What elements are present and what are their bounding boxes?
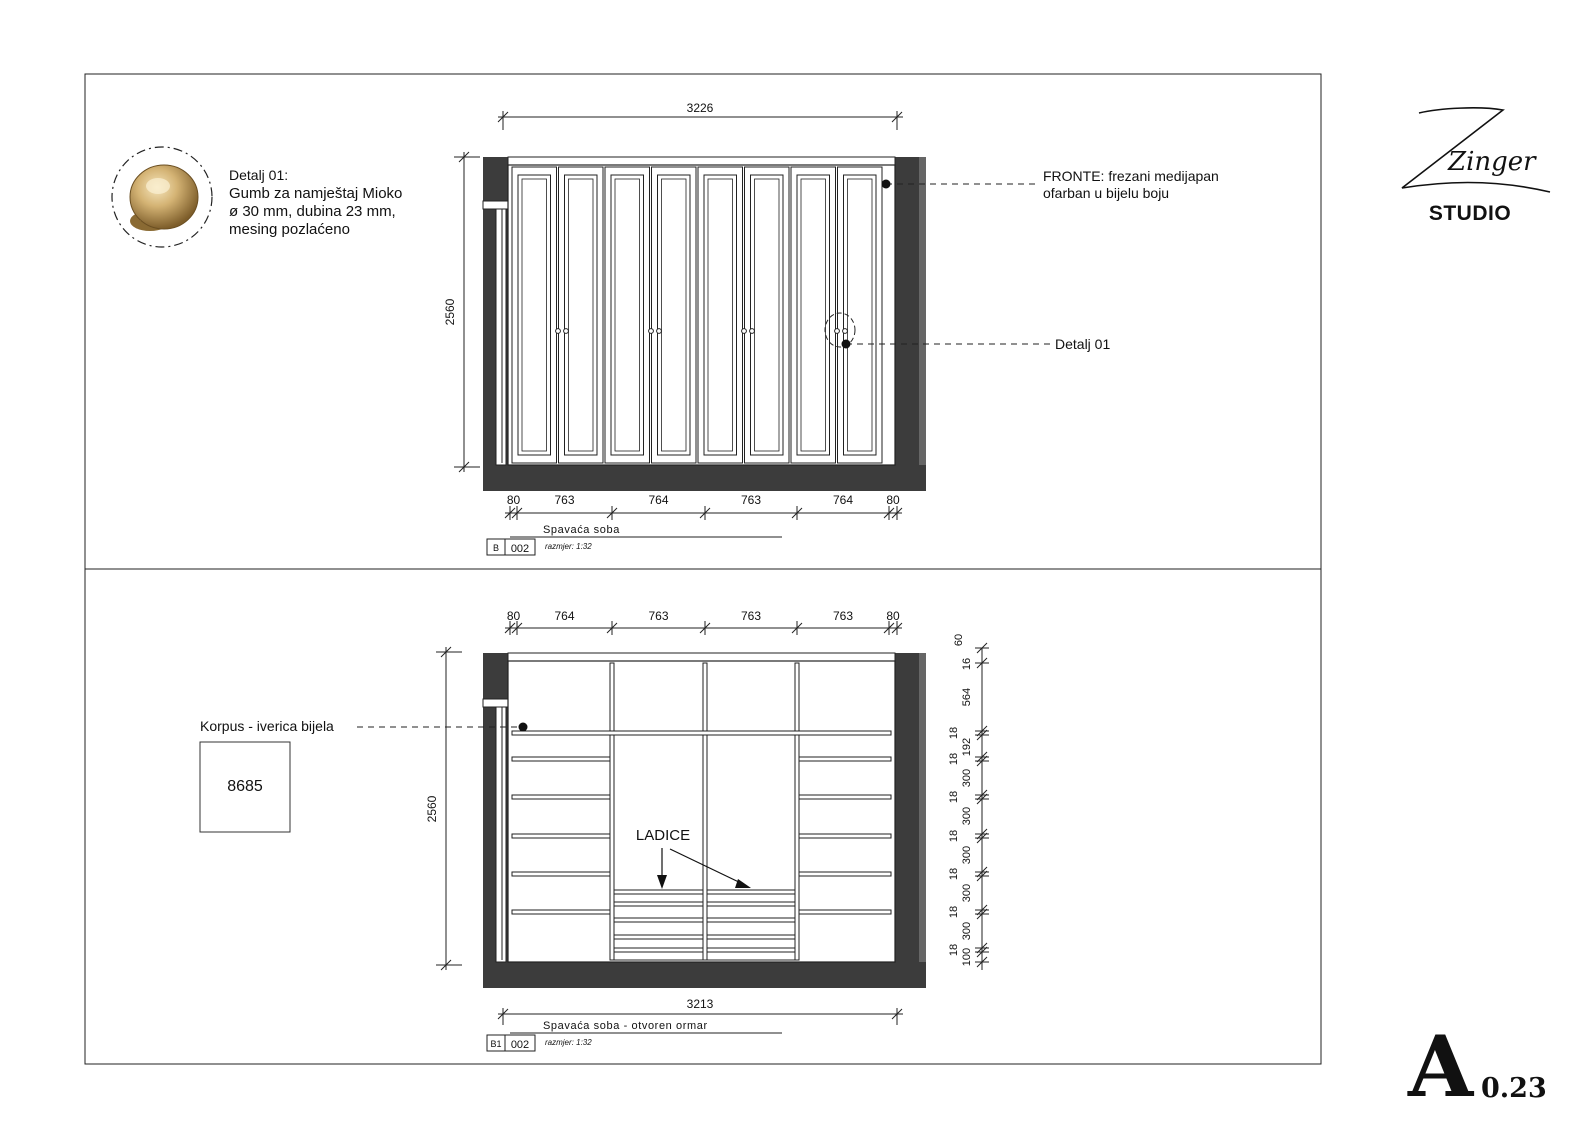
top-view-tag-letter: B xyxy=(492,543,500,553)
fronte-marker xyxy=(882,180,891,189)
closed-wardrobe-elevation xyxy=(483,157,926,491)
bottom-height-dimension xyxy=(436,647,462,970)
dimension-value: 192 xyxy=(961,737,973,757)
divider-panel xyxy=(703,663,707,960)
top-overall-width: 3226 xyxy=(686,101,714,115)
drawer-line xyxy=(707,918,795,922)
detail-title: Detalj 01: xyxy=(229,167,289,183)
divider-panel xyxy=(795,663,799,960)
drawer-line xyxy=(707,902,795,906)
sheet-number: 0.23 xyxy=(1481,1073,1547,1104)
open-wardrobe-elevation xyxy=(483,653,926,988)
shelf xyxy=(799,872,891,876)
knob-icon xyxy=(742,329,747,334)
drawer-line xyxy=(614,948,703,952)
bottom-view-tag-letter: B1 xyxy=(490,1039,502,1049)
bottom-right-dimension-chain xyxy=(948,634,989,970)
dimension-value: 763 xyxy=(554,493,575,507)
shelf xyxy=(799,910,891,914)
top-bottom-dimension-chain xyxy=(505,493,902,520)
dimension-value: 763 xyxy=(832,609,854,623)
knob-icon xyxy=(657,329,662,334)
shelf xyxy=(512,872,610,876)
divider-panel xyxy=(610,663,614,960)
dimension-value: 16 xyxy=(961,657,973,671)
shelf xyxy=(512,757,610,761)
dimension-value: 300 xyxy=(961,845,973,865)
dimension-value: 80 xyxy=(886,609,900,623)
door-panel xyxy=(698,167,743,463)
dimension-value: 763 xyxy=(740,493,762,507)
dimension-value: 564 xyxy=(961,687,973,707)
bottom-view-title: Spavaća soba - otvoren ormar xyxy=(543,1020,708,1032)
dimension-value: 763 xyxy=(648,609,669,623)
detail-line-3: mesing pozlaćeno xyxy=(229,221,350,238)
korpus-marker xyxy=(519,723,528,732)
top-view-title: Spavaća soba xyxy=(543,524,620,536)
dimension-value: 763 xyxy=(740,609,762,623)
bottom-height: 2560 xyxy=(425,795,439,823)
drawer-line xyxy=(707,935,795,939)
dimension-value: 18 xyxy=(948,726,960,740)
dimension-value: 18 xyxy=(948,790,960,804)
dimension-value: 300 xyxy=(961,768,973,788)
dimension-value: 80 xyxy=(886,493,900,507)
detail-line-2: ø 30 mm, dubina 23 mm, xyxy=(229,203,396,220)
dimension-value: 18 xyxy=(948,867,960,881)
drawer-line xyxy=(707,948,795,952)
drawer-line xyxy=(614,935,703,939)
shelf xyxy=(512,795,610,799)
korpus-label: Korpus - iverica bijela xyxy=(200,718,334,734)
brand-studio: STUDIO xyxy=(1428,202,1512,225)
knob-icon xyxy=(649,329,654,334)
knob-icon xyxy=(843,329,848,334)
door-panel xyxy=(605,167,650,463)
shelf xyxy=(512,910,610,914)
dimension-value: 300 xyxy=(961,921,973,941)
detail-line-1: Gumb za namještaj Mioko xyxy=(229,185,403,202)
top-view-tag-number: 002 xyxy=(510,543,530,555)
fronte-line-1: FRONTE: frezani medijapan xyxy=(1043,168,1219,184)
shelf xyxy=(799,757,891,761)
detalj-label: Detalj 01 xyxy=(1055,336,1111,352)
ladice-label: LADICE xyxy=(635,827,691,844)
detalj-marker xyxy=(842,340,851,349)
top-view-scale: razmjer: 1:32 xyxy=(545,542,592,551)
dimension-value: 80 xyxy=(506,609,521,623)
top-height-dimension xyxy=(454,152,480,472)
door-panel xyxy=(791,167,836,463)
door-panel xyxy=(838,167,883,463)
door-panel xyxy=(652,167,697,463)
knob-icon xyxy=(835,329,840,334)
dimension-value: 100 xyxy=(961,947,973,967)
drawer-line xyxy=(614,890,703,894)
dimension-value: 764 xyxy=(648,493,669,507)
knob-icon xyxy=(750,329,755,334)
dimension-value: 764 xyxy=(832,493,854,507)
bottom-overall-width: 3213 xyxy=(686,997,714,1011)
dimension-value: 60 xyxy=(953,633,965,647)
top-shelf xyxy=(512,731,891,735)
knob-icon xyxy=(564,329,569,334)
dimension-value: 300 xyxy=(961,806,973,826)
door-panel xyxy=(559,167,604,463)
shelf xyxy=(799,795,891,799)
shelf xyxy=(799,834,891,838)
bottom-top-dimension-chain xyxy=(505,609,902,635)
drawer-line xyxy=(614,902,703,906)
dimension-value: 80 xyxy=(506,493,521,507)
fronte-line-2: ofarban u bijelu boju xyxy=(1043,185,1170,201)
drawer-line xyxy=(707,890,795,894)
dimension-value: 300 xyxy=(961,883,973,903)
brand-signature: Zinger xyxy=(1448,147,1536,177)
door-panel xyxy=(512,167,557,463)
dimension-value: 764 xyxy=(554,609,575,623)
dimension-value: 18 xyxy=(948,752,960,766)
material-swatch-code: 8685 xyxy=(227,778,263,795)
dimension-value: 18 xyxy=(948,829,960,843)
door-panel xyxy=(745,167,790,463)
dimension-value: 18 xyxy=(948,943,960,957)
knob-detail-icon xyxy=(112,147,212,247)
knob-icon xyxy=(556,329,561,334)
shelf xyxy=(512,834,610,838)
top-height: 2560 xyxy=(443,298,457,326)
sheet-letter: A xyxy=(1408,1017,1474,1116)
dimension-value: 18 xyxy=(948,905,960,919)
bottom-view-scale: razmjer: 1:32 xyxy=(545,1038,592,1047)
zinger-logo xyxy=(1402,108,1550,225)
drawer-line xyxy=(614,918,703,922)
bottom-view-tag-number: 002 xyxy=(510,1039,530,1051)
